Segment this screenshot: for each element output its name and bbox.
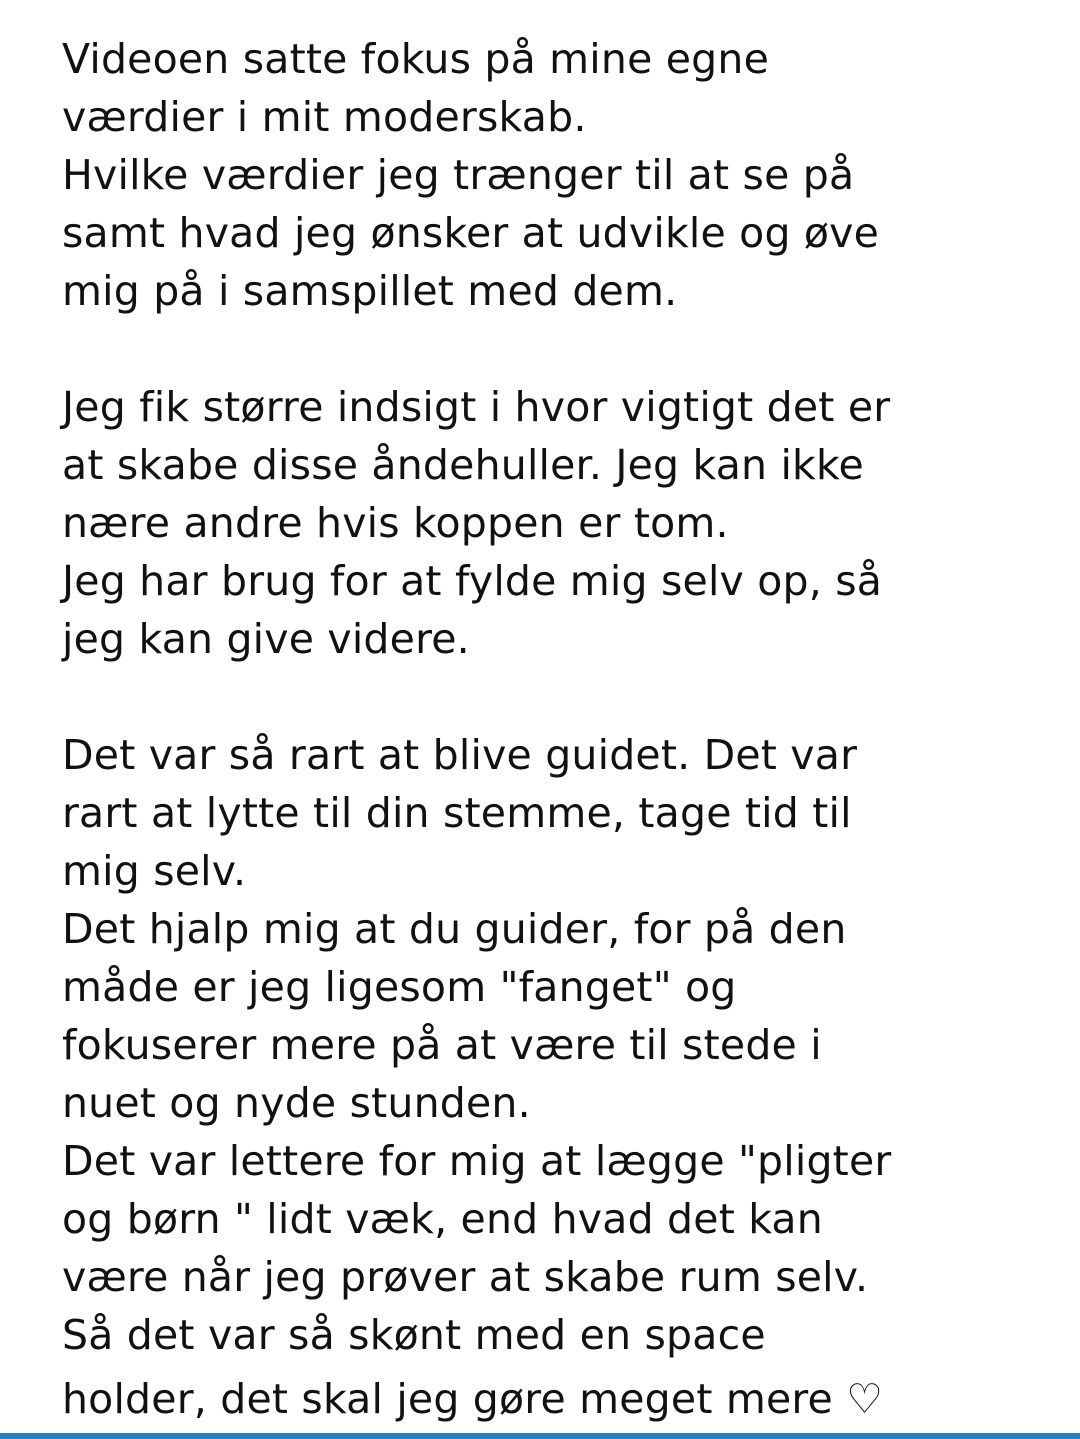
text-line: måde er jeg ligesom "fanget" og (62, 963, 737, 1011)
bottom-accent-bar (0, 1433, 1080, 1439)
text-line: at skabe disse åndehuller. Jeg kan ikke (62, 441, 864, 489)
text-line: mig på i samspillet med dem. (62, 267, 678, 315)
text-line: samt hvad jeg ønsker at udvikle og øve (62, 209, 880, 257)
message-text (62, 30, 1062, 1428)
text-line: være når jeg prøver at skabe rum selv. (62, 1253, 869, 1301)
paragraph-2 (62, 378, 1062, 668)
text-line: Videoen satte fokus på mine egne (62, 35, 770, 83)
text-line: fokuserer mere på at være til stede i (62, 1021, 822, 1069)
paragraph-3 (62, 726, 1062, 1428)
text-line: mig selv. (62, 847, 247, 895)
text-line: jeg kan give videre. (62, 615, 470, 663)
text-line: Det var lettere for mig at lægge "pligter (62, 1137, 892, 1185)
text-line: Hvilke værdier jeg trænger til at se på (62, 151, 855, 199)
text-line: Det var så rart at blive guidet. Det var (62, 731, 858, 779)
paragraph-gap (62, 668, 1062, 726)
text-line: Jeg har brug for at fylde mig selv op, så (62, 557, 883, 605)
text-line: nuet og nyde stunden. (62, 1079, 531, 1127)
text-line: og børn " lidt væk, end hvad det kan (62, 1195, 823, 1243)
paragraph-1 (62, 30, 1062, 320)
text-line: værdier i mit moderskab. (62, 93, 587, 141)
text-line: Det hjalp mig at du guider, for på den (62, 905, 847, 953)
paragraph-gap (62, 320, 1062, 378)
text-line: Så det var så skønt med en space (62, 1311, 766, 1359)
text-line: rart at lytte til din stemme, tage tid til (62, 789, 852, 837)
text-line-with-heart-icon: holder, det skal jeg gøre meget mere ♡ (62, 1375, 884, 1423)
text-line: Jeg fik større indsigt i hvor vigtigt det er (62, 383, 891, 431)
text-line: nære andre hvis koppen er tom. (62, 499, 729, 547)
